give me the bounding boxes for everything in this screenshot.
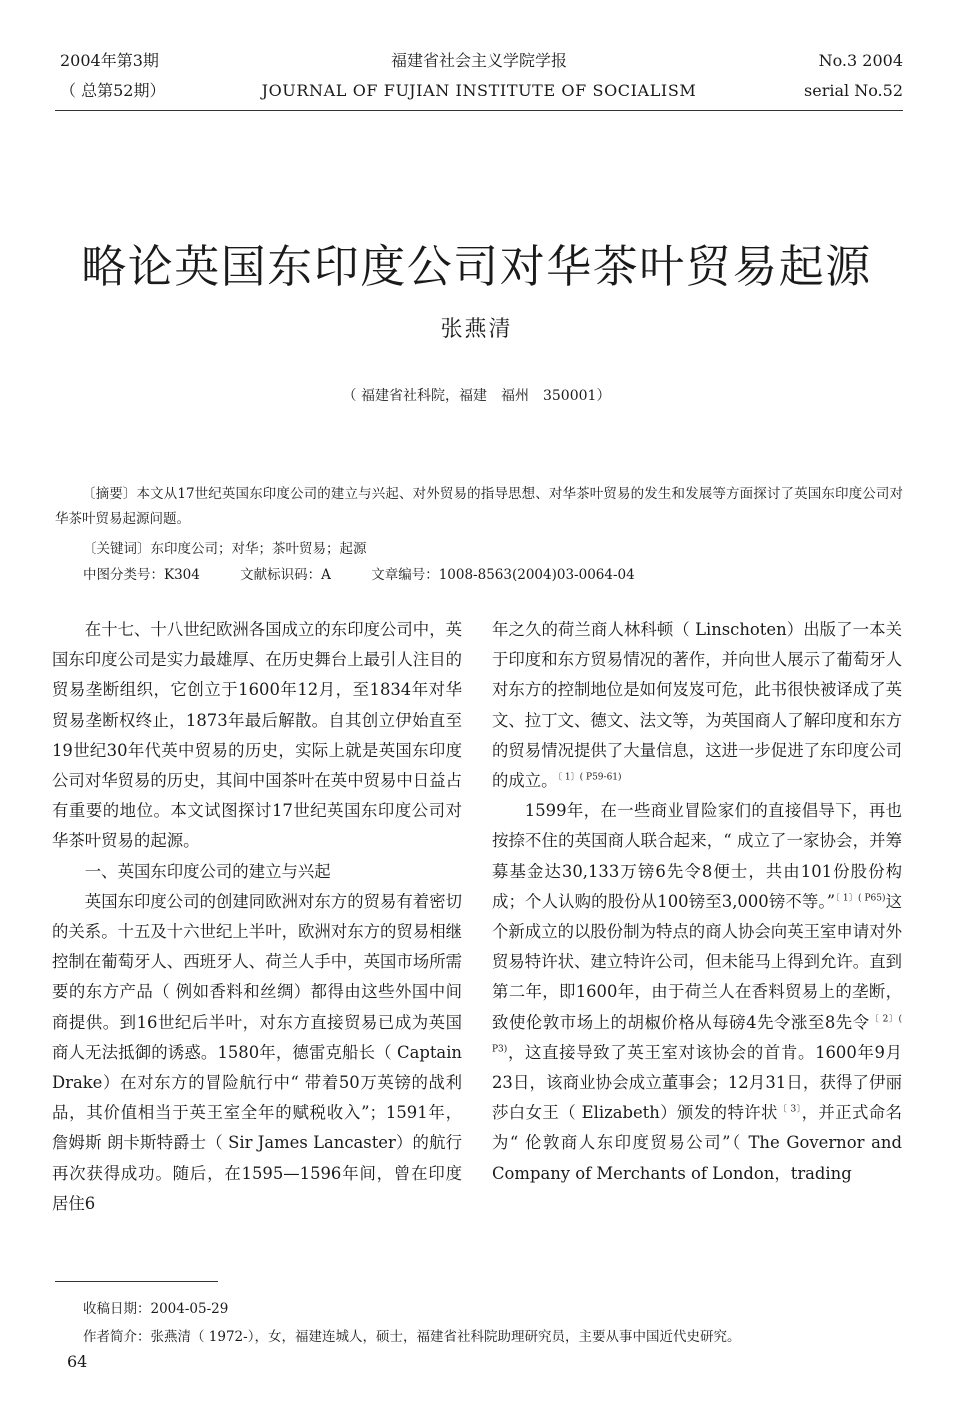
text-run: 1599年，在一些商业冒险家们的直接倡导下，再也按捺不住的英国商人联合起来，“ 成立了一家协会，并筹募基金达30,133万镑6先令8便士，共由101份股份构成；个人认购的股份从100镑至3,000镑不等。” <box>492 801 902 911</box>
text-run: ，这直接导致了英王室对该协会的首肯。1600年9月23日，该商业协会成立董事会；12月31日，获得了伊丽莎白女王（ Elizabeth）颁发的特许状 <box>492 1042 902 1123</box>
body-column-left <box>52 615 462 1219</box>
journal-name <box>55 46 903 106</box>
journal-name-en: JOURNAL OF FUJIAN INSTITUTE OF SOCIALISM <box>261 81 697 100</box>
text-run: 这个新成立的以股份制为特点的商人协会向英王室申请对外贸易特许状、建立特许公司，但未能马上得到允许。直到第二年，即1600年，由于荷兰人在香料贸易上的垄断，致使伦敦市场上的胡椒价格从每磅4先令涨至8先令 <box>492 891 903 1032</box>
issue-number: 2004年第3期 <box>60 51 159 70</box>
keywords: 〔关键词〕东印度公司；对华；茶叶贸易；起源 <box>83 541 367 557</box>
serial-number-cn: （ 总第52期） <box>60 81 166 100</box>
citation: 〔 3〕 <box>777 1104 802 1115</box>
paragraph-continued <box>492 615 902 796</box>
running-header <box>55 46 903 110</box>
journal-name-cn: 福建省社会主义学院学报 <box>390 51 567 70</box>
author-bio: 作者简介：张燕清（ 1972-），女，福建连城人，硕士，福建省社科院助理研究员，主要从事中国近代史研究。 <box>83 1329 741 1345</box>
paragraph <box>492 796 902 1189</box>
abstract: 〔摘要〕本文从17世纪英国东印度公司的建立与兴起、对外贸易的指导思想、对华茶叶贸易的发生和发展等方面探讨了英国东印度公司对华茶叶贸易起源问题。 <box>55 486 903 527</box>
header-divider <box>55 110 903 111</box>
document-code: 文献标识码：A <box>240 567 331 583</box>
section-heading: 一、英国东印度公司的建立与兴起 <box>84 861 331 881</box>
paragraph: 英国东印度公司的创建同欧洲对东方的贸易有着密切的关系。十五及十六世纪上半叶，欧洲对东方的贸易相继控制在葡萄牙人、西班牙人、荷兰人手中，英国市场所需要的东方产品（ 例如香料和丝绸）都得由这些外国中间商提供。到16世纪后半叶，对东方直接贸易已成为英国商人无法抵御的诱惑。1580年，德雷克船长（ Captain Drake）在对东方的冒险航行中“ 带着50万英镑的战利品，其价值相当于英王室全年的赋税收入”；1591年，詹姆斯 朗卡斯特爵士（ Sir James Lancaster）的航行再次获得成功。随后，在1595—1596年间，曾在印度居住6 <box>52 891 462 1213</box>
serial-number-en: serial No.52 <box>804 81 903 100</box>
text-run: ，并正式命名为“ 伦敦商人东印度贸易公司”（ The Governor and Company of Merchants of London，trading <box>492 1103 902 1183</box>
citation: 〔 1〕( P65) <box>835 893 886 904</box>
classification-line <box>83 563 931 588</box>
article-title: 略论英国东印度公司对华茶叶贸易起源 <box>81 240 872 294</box>
page-number: 64 <box>67 1352 88 1371</box>
paragraph: 在十七、十八世纪欧洲各国成立的东印度公司中，英国东印度公司是实力最雄厚、在历史舞台上最引人注目的贸易垄断组织，它创立于1600年12月，至1834年对华贸易垄断权终止，1873年最后解散。自其创立伊始直至19世纪30年代英中贸易的历史，实际上就是英国东印度公司对华贸易的历史，其间中国茶叶在英中贸易中日益占有重要的地位。本文试图探讨17世纪英国东印度公司对华茶叶贸易的起源。 <box>52 620 462 851</box>
author-affiliation: （ 福建省社科院，福建 福州 350001） <box>342 388 611 404</box>
citation: 〔 1〕( P59-61) <box>557 772 622 783</box>
citation: 〔 2〕( P3) <box>492 1014 902 1055</box>
issue-info-en <box>804 46 903 106</box>
class-number: 中图分类号：K304 <box>83 567 200 583</box>
article-number: 文章编号：1008-8563(2004)03-0064-04 <box>371 567 635 583</box>
article-author: 张燕清 <box>440 317 513 342</box>
body-column-right <box>492 615 902 1189</box>
issue-number-en: No.3 2004 <box>818 51 903 70</box>
footnote-divider <box>55 1281 218 1282</box>
text-run: 年之久的荷兰商人林科顿（ Linschoten）出版了一本关于印度和东方贸易情况的著作，并向世人展示了葡萄牙人对东方的控制地位是如何岌岌可危，此书很快被译成了英文、拉丁文、德文、法文等，为英国商人了解印度和东方的贸易情况提供了大量信息，这进一步促进了东印度公司的成立。 <box>492 620 903 791</box>
received-date: 收稿日期：2004-05-29 <box>83 1301 229 1317</box>
